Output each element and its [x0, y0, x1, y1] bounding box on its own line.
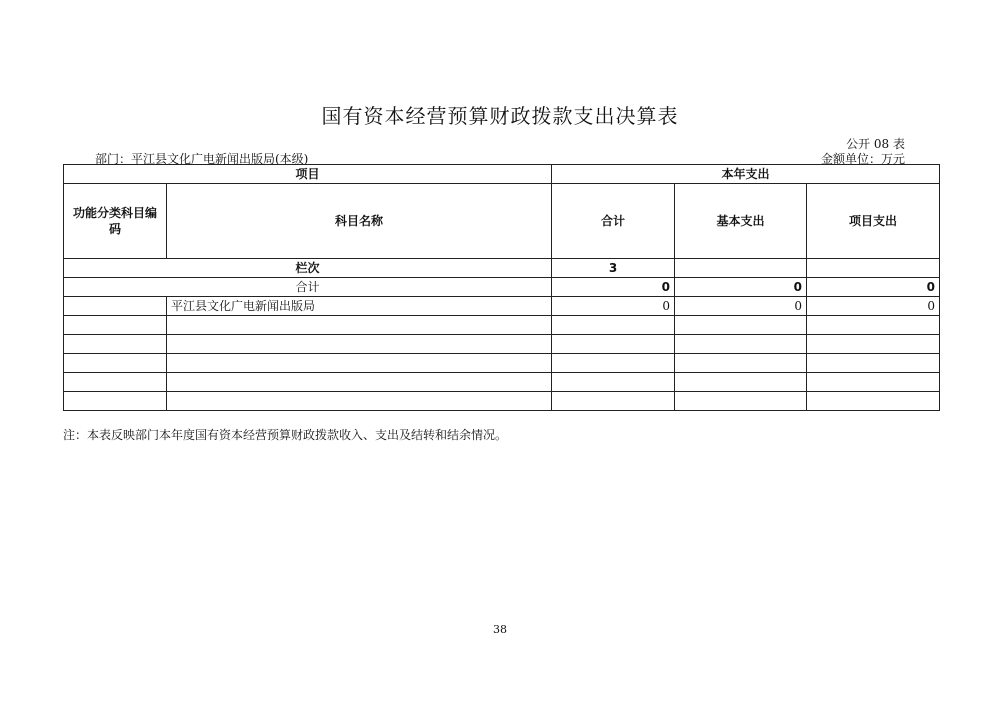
column-number-label: 栏次	[64, 259, 552, 278]
footnote: 注：本表反映部门本年度国有资本经营预算财政拨款收入、支出及结转和结余情况。	[63, 428, 508, 442]
header-item: 项目	[64, 165, 552, 184]
empty-cell	[64, 335, 167, 354]
form-number: 公开 08 表	[846, 137, 905, 151]
total-amount: 0	[552, 278, 675, 297]
row-subject-name: 平江县文化广电新闻出版局	[167, 297, 552, 316]
total-basic: 0	[675, 278, 807, 297]
column-number-total: 3	[552, 259, 675, 278]
col-basic: 基本支出	[675, 184, 807, 259]
empty-cell	[675, 316, 807, 335]
empty-cell	[807, 316, 940, 335]
row-code	[64, 297, 167, 316]
empty-cell	[64, 354, 167, 373]
empty-cell	[807, 392, 940, 411]
header-year-expense: 本年支出	[552, 165, 940, 184]
empty-cell	[675, 335, 807, 354]
empty-cell	[675, 354, 807, 373]
department-label: 部门：平江县文化广电新闻出版局(本级)	[95, 152, 309, 166]
column-number-project	[807, 259, 940, 278]
total-label: 合计	[64, 278, 552, 297]
col-subject-name: 科目名称	[167, 184, 552, 259]
column-number-basic	[675, 259, 807, 278]
row-column-numbers	[64, 259, 940, 278]
amount-unit: 金额单位：万元	[820, 152, 905, 166]
empty-cell	[552, 392, 675, 411]
empty-row	[64, 373, 940, 392]
page-number: 38	[493, 623, 507, 636]
table-row	[64, 297, 940, 316]
empty-cell	[675, 373, 807, 392]
empty-cell	[64, 373, 167, 392]
header-row-columns	[64, 184, 940, 259]
empty-cell	[64, 316, 167, 335]
empty-cell	[675, 392, 807, 411]
empty-cell	[552, 373, 675, 392]
empty-row	[64, 316, 940, 335]
empty-cell	[552, 316, 675, 335]
table-row-total	[64, 278, 940, 297]
empty-cell	[807, 354, 940, 373]
empty-cell	[167, 373, 552, 392]
row-total: 0	[552, 297, 675, 316]
empty-row	[64, 335, 940, 354]
empty-cell	[167, 335, 552, 354]
col-total: 合计	[552, 184, 675, 259]
total-project: 0	[807, 278, 940, 297]
empty-cell	[167, 316, 552, 335]
header-row-top	[64, 165, 940, 184]
row-project: 0	[807, 297, 940, 316]
empty-row	[64, 392, 940, 411]
empty-cell	[807, 335, 940, 354]
empty-cell	[807, 373, 940, 392]
page-title: 国有资本经营预算财政拨款支出决算表	[321, 104, 679, 128]
row-basic: 0	[675, 297, 807, 316]
empty-cell	[167, 392, 552, 411]
empty-cell	[552, 354, 675, 373]
empty-cell	[552, 335, 675, 354]
col-project: 项目支出	[807, 184, 940, 259]
col-func-code: 功能分类科目编码	[64, 184, 167, 259]
empty-row	[64, 354, 940, 373]
budget-table	[63, 164, 940, 411]
empty-cell	[167, 354, 552, 373]
empty-cell	[64, 392, 167, 411]
